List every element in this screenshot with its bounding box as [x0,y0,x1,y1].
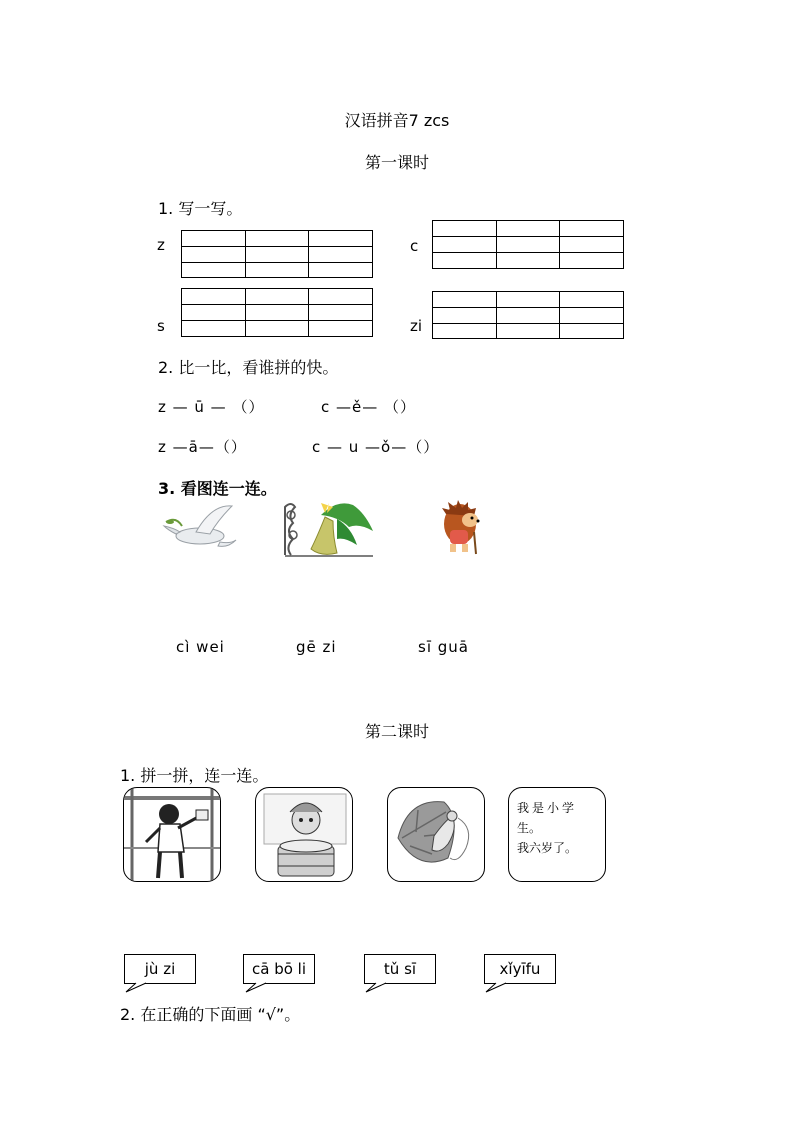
hedgehog-picture[interactable] [440,498,482,556]
lesson-two-title: 第二课时 [364,722,429,741]
question-write-heading: 1. 写一写。 [158,199,243,218]
gourd-vine-picture[interactable] [281,497,377,559]
question-spell-match-heading: 1. 拼一拼，连一连。 [120,766,269,785]
question-match-heading: 3. 看图连一连。 [158,479,277,498]
picture-wash-clothes[interactable] [255,787,353,882]
question-compare-heading: 2. 比一比，看谁拼的快。 [158,358,339,377]
pinyin-word: cì wei [176,638,225,656]
speech-line: 我是小学 [517,801,578,815]
letter-z: z [157,236,165,254]
letter-zi: zi [410,317,423,335]
question-check-heading: 2. 在正确的下面画 “√”。 [120,1005,301,1024]
speech-box [508,787,606,882]
spell-exercise: c — u —ǒ—（） [312,438,440,456]
spell-exercise: z — ū — （） [158,398,265,416]
pinyin-tag[interactable]: jù zi [124,954,196,984]
pinyin-tag[interactable]: cā bō li [243,954,315,984]
letter-s: s [157,317,165,335]
spell-exercise: c —ě— （） [321,398,417,416]
writing-grid-c[interactable] [432,220,624,269]
picture-silkworm[interactable] [387,787,485,882]
letter-c: c [410,237,419,255]
pinyin-word: sī guā [418,638,469,656]
pinyin-tag[interactable]: xǐyīfu [484,954,556,984]
page-title: 汉语拼音7 zcs [344,111,450,130]
writing-grid-s[interactable] [181,288,373,337]
spell-exercise: z —ā—（） [158,438,247,456]
lesson-one-title: 第一课时 [364,153,429,172]
picture-wipe-window[interactable] [123,787,221,882]
writing-grid-z[interactable] [181,230,373,278]
speech-line: 我六岁了。 [517,841,578,855]
writing-grid-zi[interactable] [432,291,624,339]
pinyin-tag[interactable]: tǔ sī [364,954,436,984]
speech-line: 生。 [517,821,542,835]
dove-picture[interactable] [160,500,240,558]
pinyin-word: gē zi [296,638,337,656]
tag-pointers [120,982,570,994]
